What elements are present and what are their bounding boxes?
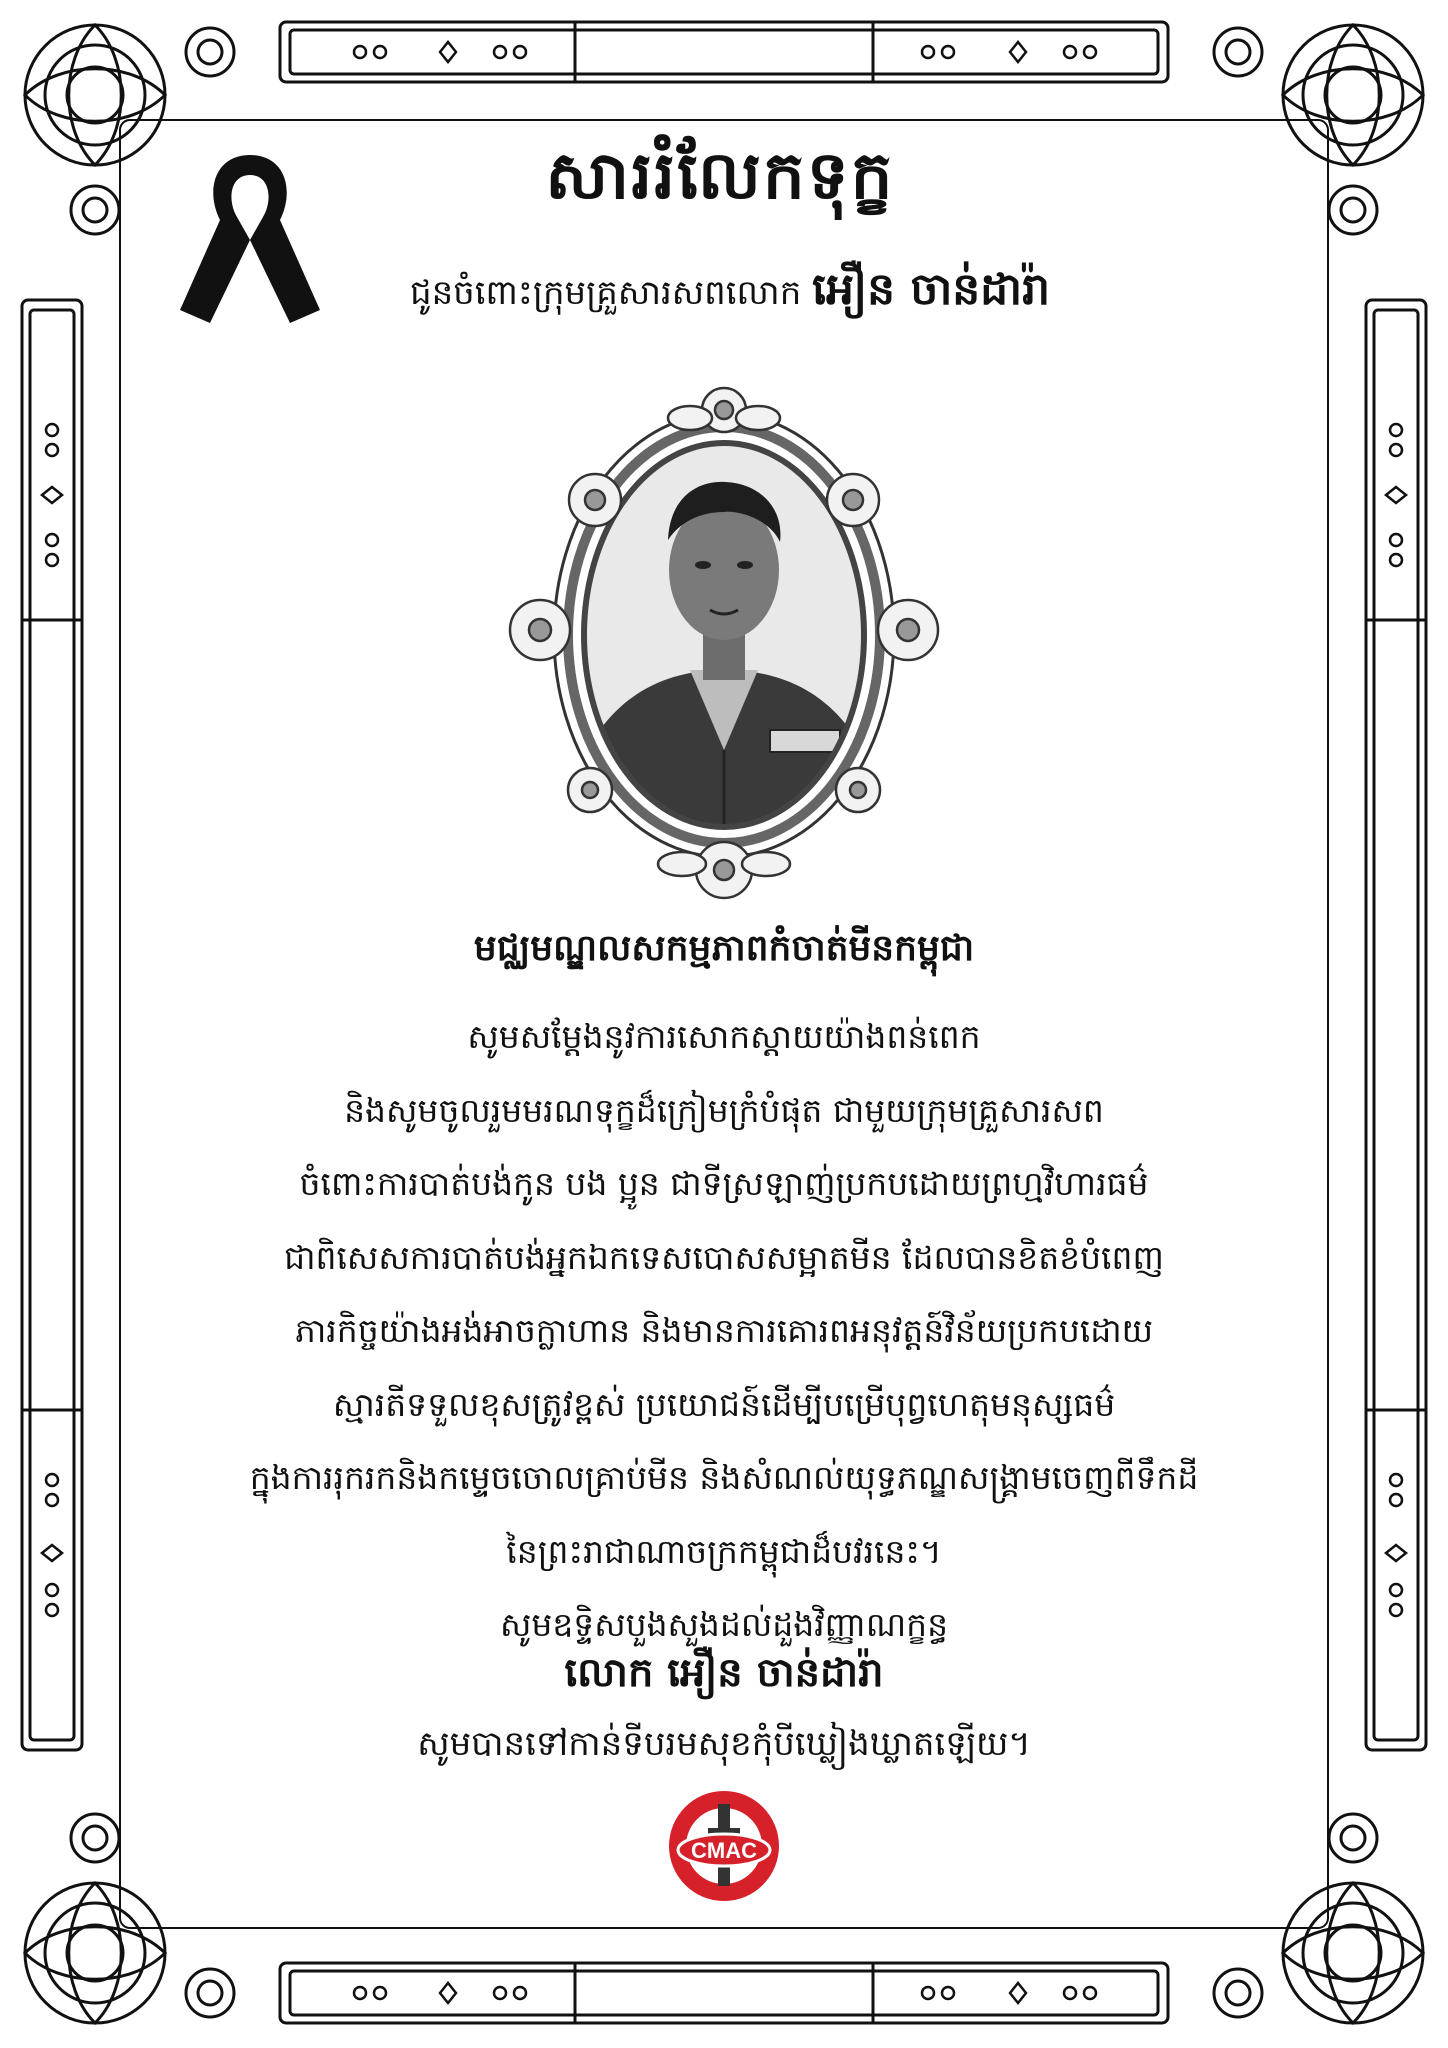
body-line: ក្នុងការរុករកនិងកម្ទេចចោលគ្រាប់មីន និងសំណល់យុទ្ធភណ្ឌសង្គ្រាមចេញពីទឹកដី	[249, 1458, 1199, 1497]
body-line: និងសូមចូលរួមមរណទុក្ខដ៏ក្រៀមក្រំបំផុត ជាមួយក្រុមគ្រួសារសព	[344, 1090, 1104, 1130]
body-line: ចំពោះការបាត់បង់កូន បង ប្អូន ជាទីស្រឡាញ់ប្រកបដោយព្រហ្មវិហារធម៌	[299, 1164, 1149, 1203]
closing-line: សូមបានទៅកាន់ទីបរមសុខកុំបីឃ្លៀងឃ្លាតឡើយ។	[417, 1724, 1031, 1764]
body-line: ស្មារតីទទួលខុសត្រូវខ្ពស់ ប្រយោជន៍ដើម្បីបម្រើបុព្វហេតុមនុស្សធម៌	[332, 1384, 1116, 1424]
deceased-name-line: លោក អឿន ចាន់ដារ៉ា	[564, 1649, 884, 1696]
oval-floral-portrait-frame	[500, 370, 948, 900]
portrait	[500, 370, 948, 900]
subtitle-prefix: ជូនចំពោះក្រុមគ្រួសារសពលោក	[409, 273, 802, 313]
subtitle	[340, 262, 1120, 326]
body-line: សូមឧទ្ទិសបួងសួងដល់ដួងវិញ្ញាណក្ខន្ធ	[499, 1605, 949, 1644]
page-title: សាររំលែកទុក្ខ	[545, 136, 895, 214]
body-line: ជាពិសេសការបាត់បង់អ្នកឯកទេសបោសសម្អាតមីន ដែលបានខិតខំបំពេញ	[284, 1237, 1164, 1277]
mourning-ribbon-icon	[175, 145, 325, 330]
body-line: នៃព្រះរាជាណាចក្រកម្ពុជាដ៏បវរនេះ។	[506, 1531, 942, 1571]
cmac-logo-text: CMAC	[691, 1838, 757, 1863]
body-line: សូមសម្តែងនូវការសោកស្តាយយ៉ាងពន់ពេក	[467, 1017, 981, 1056]
organization-name: មជ្ឈមណ្ឌលសកម្មភាពកំចាត់មីនកម្ពុជា	[473, 927, 975, 969]
cmac-logo	[666, 1788, 782, 1904]
condolence-body	[200, 1000, 1248, 1662]
body-line: ភារកិច្ចយ៉ាងអង់អាចក្លាហាន និងមានការគោរពអនុវត្តន៍វិន័យប្រកបដោយ	[294, 1311, 1154, 1350]
deceased-name: អឿន ចាន់ដារ៉ា	[812, 264, 1051, 315]
